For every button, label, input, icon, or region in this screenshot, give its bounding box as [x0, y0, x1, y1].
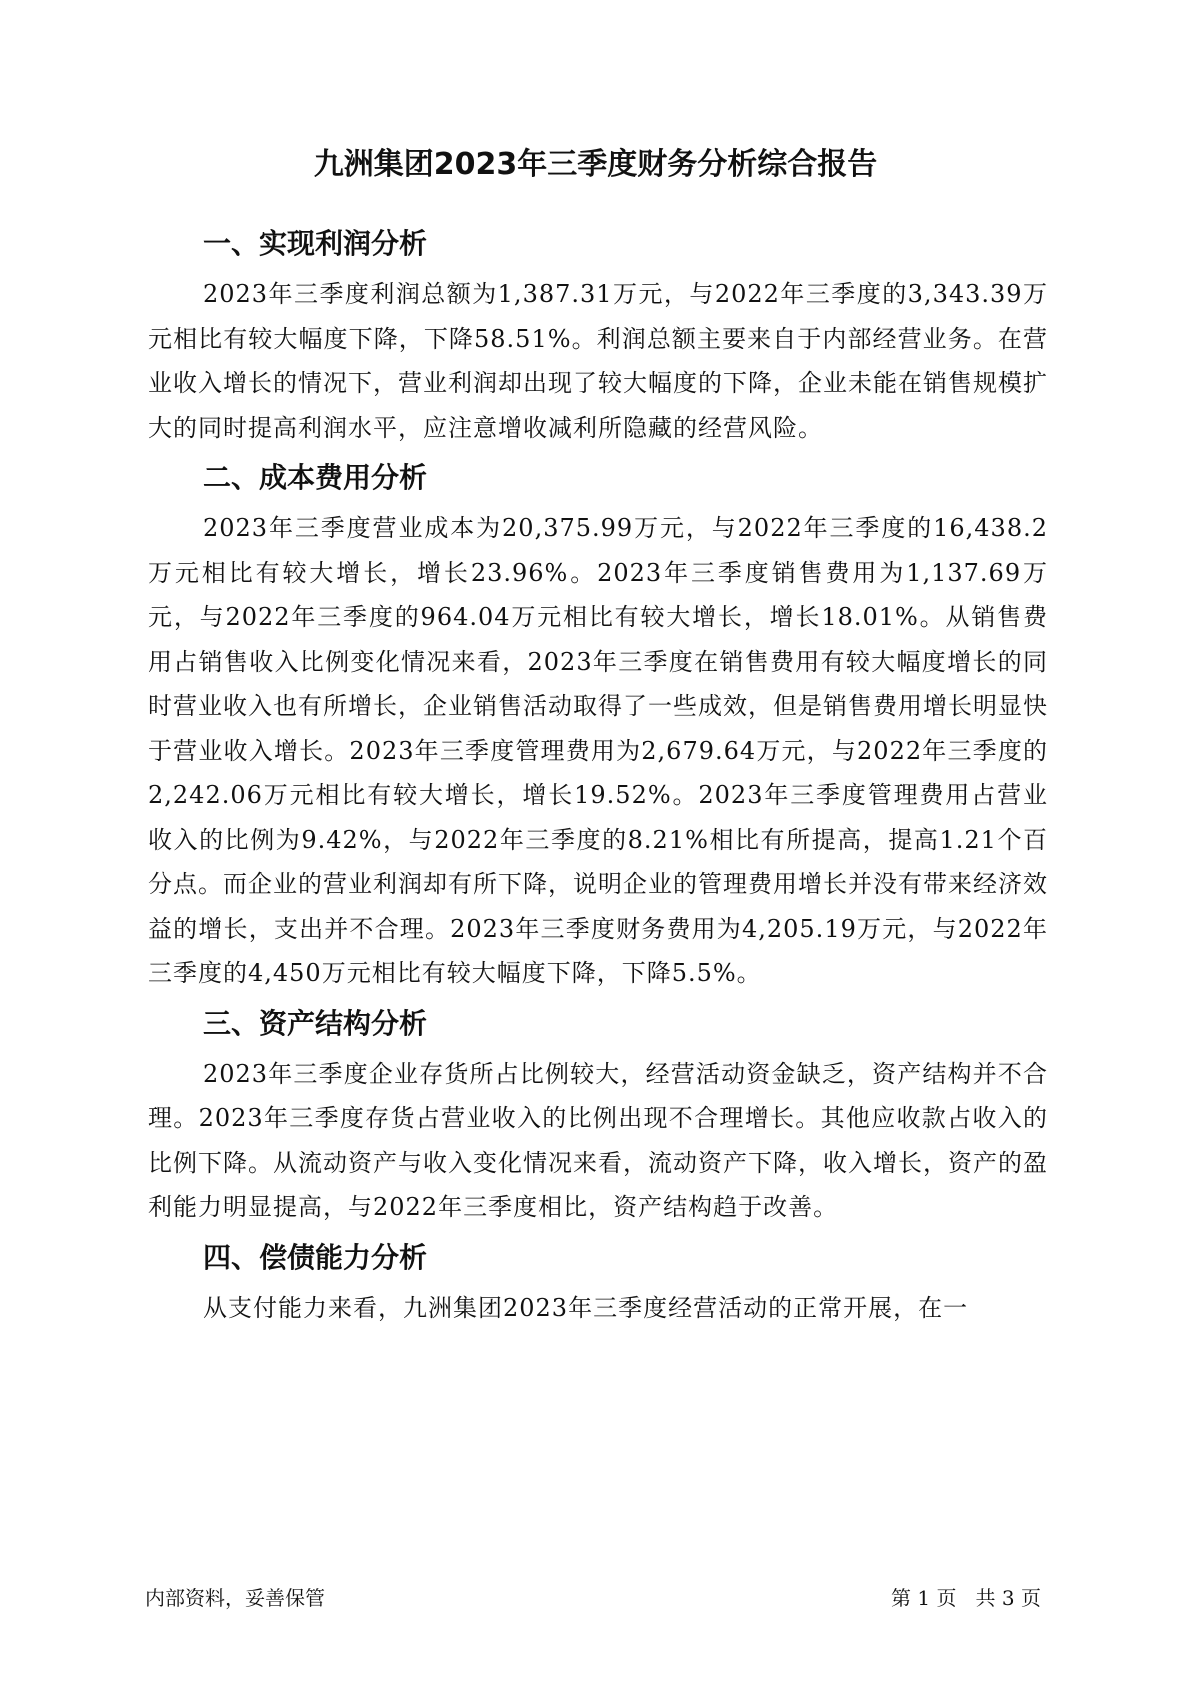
section-profit-analysis	[148, 224, 1048, 450]
section-paragraph: 2023年三季度营业成本为20,375.99万元，与2022年三季度的16,438.2万元相比有较大增长，增长23.96%。2023年三季度销售费用为1,137.69万元，与2022年三季度的964.04万元相比有较大增长，增长18.01%。从销售费用占销售收入比例变化情况来看，2023年三季度在销售费用有较大幅度增长的同时营业收入也有所增长，企业销售活动取得了一些成效，但是销售费用增长明显快于营业收入增长。2023年三季度管理费用为2,679.64万元，与2022年三季度的2,242.06万元相比有较大增长，增长19.52%。2023年三季度管理费用占营业收入的比例为9.42%，与2022年三季度的8.21%相比有所提高，提高1.21个百分点。而企业的营业利润却有所下降，说明企业的管理费用增长并没有带来经济效益的增长，支出并不合理。2023年三季度财务费用为4,205.19万元，与2022年三季度的4,450万元相比有较大幅度下降，下降5.5%。	[148, 514, 1048, 987]
section-heading: 四、偿债能力分析	[203, 1240, 428, 1274]
section-heading: 二、成本费用分析	[203, 461, 428, 494]
footer-page-number: 第 1 页 共 3 页	[891, 1586, 1041, 1610]
section-heading: 一、实现利润分析	[203, 227, 428, 260]
section-solvency-analysis	[148, 1238, 1048, 1331]
section-cost-analysis	[148, 458, 1048, 996]
section-paragraph: 2023年三季度利润总额为1,387.31万元，与2022年三季度的3,343.39万元相比有较大幅度下降，下降58.51%。利润总额主要来自于内部经营业务。在营业收入增长的情况下，营业利润却出现了较大幅度的下降，企业未能在销售规模扩大的同时提高利润水平，应注意增收减利所隐藏的经营风险。	[148, 280, 1048, 442]
section-heading: 三、资产结构分析	[203, 1006, 428, 1040]
section-paragraph: 2023年三季度企业存货所占比例较大，经营活动资金缺乏，资产结构并不合理。2023年三季度存货占营业收入的比例出现不合理增长。其他应收款占收入的比例下降。从流动资产与收入变化情况来看，流动资产下降，收入增长，资产的盈利能力明显提高，与2022年三季度相比，资产结构趋于改善。	[148, 1059, 1048, 1221]
section-asset-structure	[148, 1004, 1048, 1230]
document-body	[148, 216, 1048, 1334]
footer-confidential-note: 内部资料，妥善保管	[145, 1586, 325, 1610]
section-paragraph: 从支付能力来看，九洲集团2023年三季度经营活动的正常开展，在一	[203, 1293, 969, 1322]
document-title: 九洲集团2023年三季度财务分析综合报告	[313, 147, 878, 182]
